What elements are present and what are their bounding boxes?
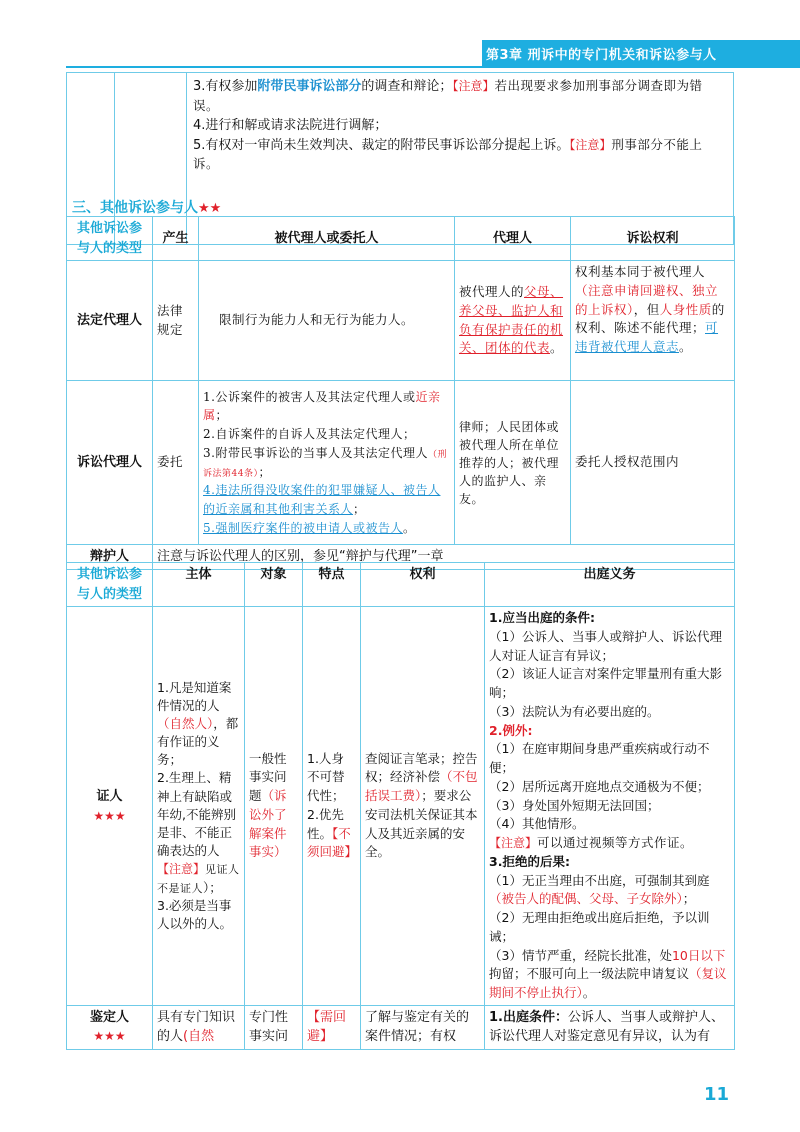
list-item: 5.有权对一审尚未生效判决、裁定的附带民事诉讼部分提起上诉。【注意】刑事部分不能上诉。 — [193, 136, 703, 171]
list-item: 4.进行和解或请求法院进行调解； — [193, 118, 388, 133]
list-item: 3.有权参加附带民事诉讼部分的调查和辩论；【注意】若出现要求参加刑事部分调查即为错误。 — [193, 78, 703, 113]
header-divider — [66, 66, 800, 68]
star-rating: ★★★ — [93, 1029, 126, 1044]
page-number: 11 — [704, 1084, 730, 1105]
list-item: 1.公诉案件的被害人及其法定代理人或近亲属； — [203, 389, 441, 423]
table-row: 辩护人 注意与诉讼代理人的区别，参见“辩护与代理”一章 — [67, 545, 735, 570]
witness-expert-table — [66, 562, 735, 1050]
table-header-row: 其他诉讼参与人的类型 产生 被代理人或委托人 代理人 诉讼权利 — [67, 217, 735, 261]
star-rating: ★★ — [198, 201, 222, 216]
table-header-row: 其他诉讼参与人的类型 主体 对象 特点 权利 出庭义务 — [67, 563, 735, 607]
table-row: 证人 ★★★ 1.凡是知道案件情况的人（自然人），都有作证的义务； 2.生理上、精神上有缺陷或年幼,不能辨别是非、不能正确表达的人【注意】见证人不是证人）； 3.必须是当事人以外的人。 一般性事实问题（诉讼外了解案件事实） 1.人身不可替代性； 2.优先性。【不须回避】 查阅证言笔录；控告权；经济补偿（不包括误工费）；要求公安司法机关保证其本人及其近亲属的安全。 1.应当出庭的条件: （1）公诉人、当事人或辩护人、诉讼代理人对证人证言有异议； （2）该证人证言对案件定罪量刑有重大影响； （3）法院认为有必要出庭的。 2.例外: （1）在庭审期间身患严重疾病或行动不便； （2）居所远离开庭地点交通极为不便； （3）身处国外短期无法回国； （4）其他情形。 【注意】可以通过视频等方式作证。 3.拒绝的后果: （1）无正当理由不出庭，可强制其到庭（被告人的配偶、父母、子女除外）； （2）无理由拒绝或出庭后拒绝，予以训诫； （3）情节严重，经院长批准，处10日以下拘留；不服可向上一级法院申请复议（复议期间不停止执行）。 — [67, 607, 735, 1006]
list-item: 4.违法所得没收案件的犯罪嫌疑人、被告人的近亲属和其他利害关系人； — [203, 483, 441, 517]
section-title: 三、其他诉讼参与人★★ — [72, 200, 222, 216]
table-row: 诉讼代理人 委托 1.公诉案件的被害人及其法定代理人或近亲属； 2.自诉案件的自诉人及其法定代理人； 3.附带民事诉讼的当事人及其法定代理人（刑诉法第44条）； 4.违法所得没收案件的犯罪嫌疑人、被告人的近亲属和其他利害关系人； 5.强制医疗案件的被申请人或被告人。 律师；人民团体或被代理人所在单位推荐的人；被代理人的监护人、亲友。 委托人授权范围内 — [67, 381, 735, 545]
list-item: 5.强制医疗案件的被申请人或被告人。 — [203, 520, 416, 535]
table-row: 鉴定人 ★★★ 具有专门知识的人(自然 专门性事实问 【需回避】 了解与鉴定有关的案件情况；有权 1.出庭条件：公诉人、当事人或辩护人、诉讼代理人对鉴定意见有异议，认为有 — [67, 1005, 735, 1049]
chapter-header: 第3章 刑诉中的专门机关和诉讼参与人 — [482, 40, 800, 66]
table-row: 法定代理人 法律规定 限制行为能力人和无行为能力人。 被代理人的父母、养父母、监护人和负有保护责任的机关、团体的代表。 权利基本同于被代理人（注意申请回避权、独立的上诉权），但人身性质的权利、陈述不能代理；可违背被代理人意志。 — [67, 261, 735, 381]
participants-table — [66, 216, 735, 570]
star-rating: ★★★ — [93, 808, 126, 823]
list-item: 2.自诉案件的自诉人及其法定代理人； — [203, 426, 416, 441]
list-item: 3.附带民事诉讼的当事人及其法定代理人（刑诉法第44条）； — [203, 445, 447, 479]
